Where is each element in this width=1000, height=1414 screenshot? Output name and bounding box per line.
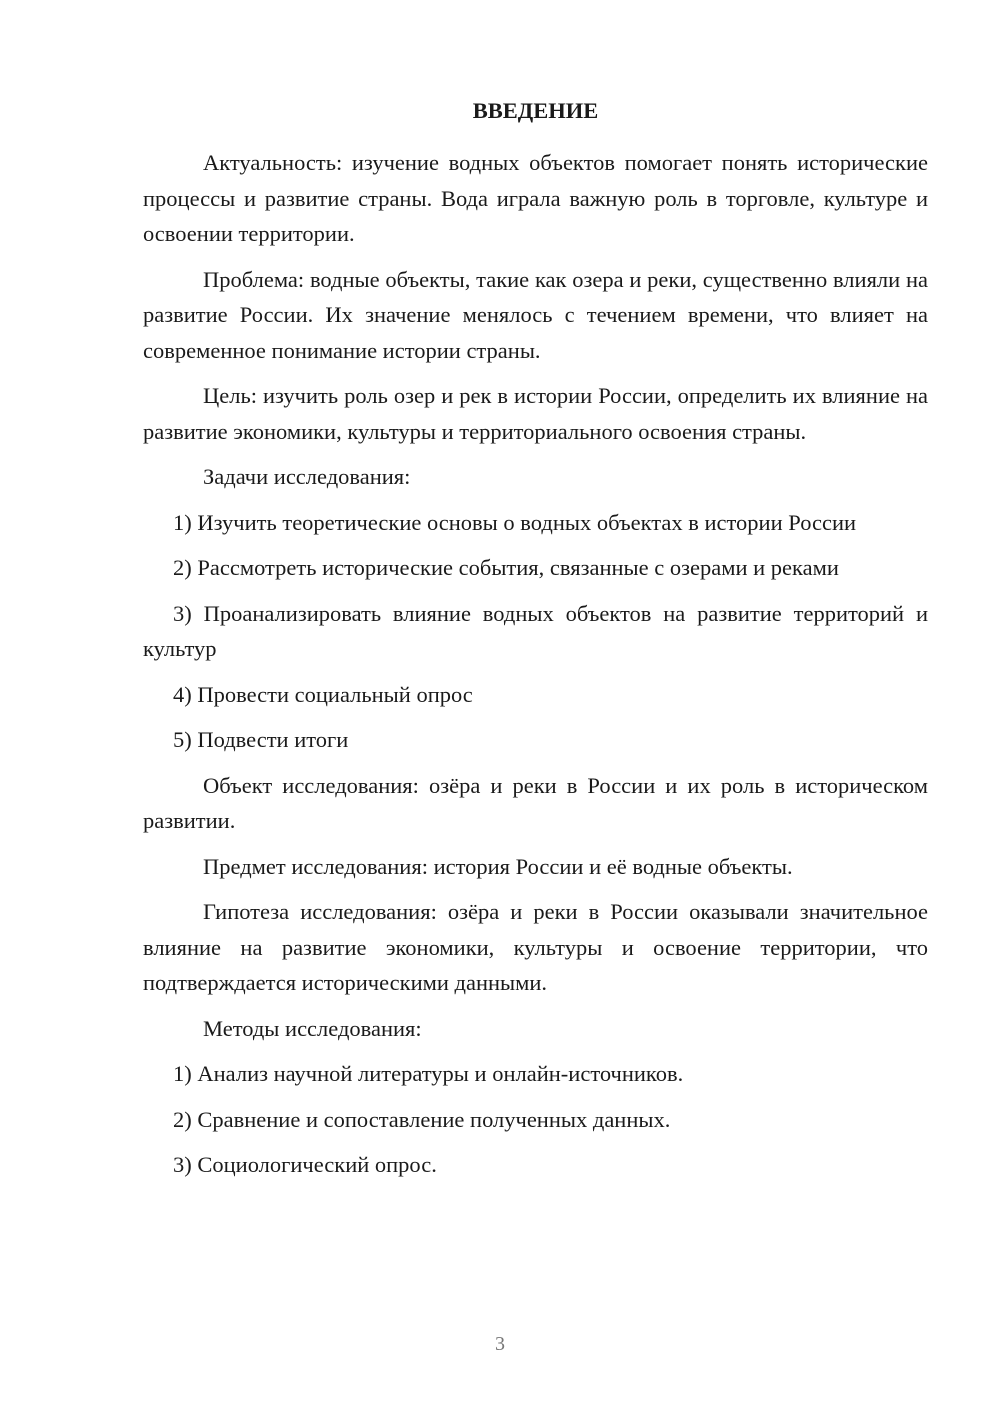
subject-paragraph: Предмет исследования: история России и её водные объекты. bbox=[203, 853, 793, 879]
task-item: 5) Подвести итоги bbox=[173, 727, 349, 752]
method-item: 2) Сравнение и сопоставление полученных данных. bbox=[173, 1106, 671, 1132]
task-item: 2) Рассмотреть исторические события, связанные с озерами и реками bbox=[173, 555, 839, 580]
actuality-paragraph: Актуальность: изучение водных объектов помогает понять исторические процессы и развитие страны. Вода играла важную роль в торговле, культуре и освоении территории. bbox=[143, 150, 928, 246]
document-page bbox=[143, 95, 928, 1193]
task-item: 1) Изучить теоретические основы о водных объектах в истории России bbox=[173, 509, 857, 535]
task-item: 3) Проанализировать влияние водных объектов на развитие территорий и культур bbox=[143, 600, 928, 661]
page-title: ВВЕДЕНИЕ bbox=[472, 98, 599, 123]
method-item: 3) Социологический опрос. bbox=[173, 1152, 437, 1177]
problem-paragraph: Проблема: водные объекты, такие как озера и реки, существенно влияли на развитие России. Их значение менялось с течением времени, что влияет на современное понимание истории страны. bbox=[143, 266, 928, 363]
task-item: 4) Провести социальный опрос bbox=[173, 681, 473, 707]
page-number: 3 bbox=[495, 1333, 505, 1355]
methods-heading: Методы исследования: bbox=[203, 1015, 422, 1041]
tasks-heading: Задачи исследования: bbox=[203, 464, 411, 489]
goal-paragraph: Цель: изучить роль озер и рек в истории России, определить их влияние на развитие экономики, культуры и территориального освоения страны. bbox=[143, 383, 928, 444]
object-paragraph: Объект исследования: озёра и реки в России и их роль в историческом развитии. bbox=[143, 772, 928, 833]
method-item: 1) Анализ научной литературы и онлайн-источников. bbox=[173, 1061, 684, 1086]
hypothesis-paragraph: Гипотеза исследования: озёра и реки в России оказывали значительное влияние на развитие экономики, культуры и освоение территории, что подтверждается историческими данными. bbox=[143, 899, 928, 995]
